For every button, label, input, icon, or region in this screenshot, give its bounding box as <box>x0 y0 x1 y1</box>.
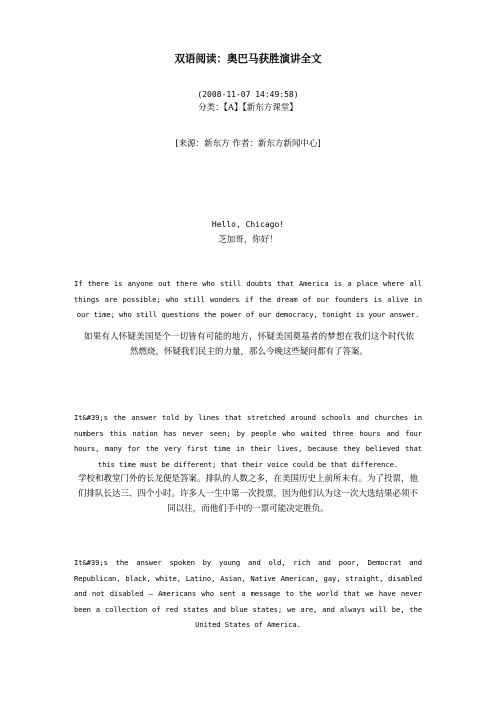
paragraph-1-english: If there is anyone out there who still doubts that America is a place where all things are possible; who still wonders if the dream of our founders is alive in our time; who still questions the power of our democracy, tonight is your answer. <box>74 279 422 319</box>
paragraph-2-english: It&#39;s the answer told by lines that stretched around schools and churches in numbers this nation has never seen; by people who waited three hours and four hours, many for the very first time in their lives, because they believed that this time must be different; that their voice could be that difference. <box>74 413 422 469</box>
greeting-chinese: 芝加哥，你好！ <box>218 235 278 245</box>
article-category: 分类：【A】【新东方课堂】 <box>198 103 298 113</box>
greeting-english: Hello, Chicago! <box>211 220 285 229</box>
article-title: 双语阅读：奥巴马获胜演讲全文 <box>174 53 322 65</box>
paragraph-1-chinese: 如果有人怀疑美国是个一切皆有可能的地方，怀疑美国奠基者的梦想在我们这个时代依然燃烧，怀疑我们民主的力量，那么今晚这些疑问都有了答案。 <box>84 332 414 357</box>
paragraph-2-chinese: 学校和教堂门外的长龙便是答案。排队的人数之多，在美国历史上前所未有。为了投票，他们排队长达三、四个小时。许多人一生中第一次投票，因为他们认为这一次大选结果必须不同以往，而他们手中的一票可能决定胜负。 <box>78 474 419 514</box>
paragraph-3-english: It&#39;s the answer spoken by young and old, rich and poor, Democrat and Republican, black, white, Latino, Asian, Native American, gay, straight, disabled and not disabled — Americans who sent a message to the world that we have never been a collection of red states and blue states; we are, and always will be, the United States of America. <box>74 558 422 629</box>
article-date: (2008-11-07 14:49:58) <box>197 90 299 99</box>
article-source: [来源：新东方 作者：新东方新闻中心] <box>175 139 321 149</box>
